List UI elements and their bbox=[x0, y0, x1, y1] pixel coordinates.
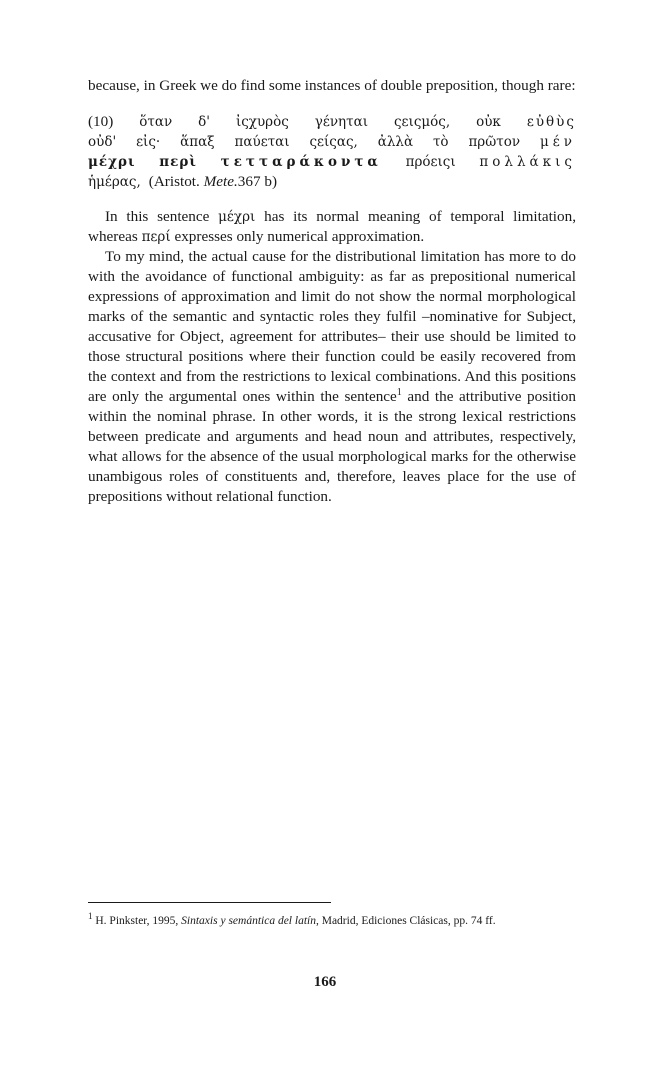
greek-word: πρῶτον bbox=[468, 134, 521, 150]
citation-prefix: (Aristot. bbox=[148, 173, 200, 190]
greek-word-bold: τετταράκοντα bbox=[220, 154, 382, 170]
para2-text: To my mind, the actual cause for the distributional limitation has more to do with the avoidance of functional ambiguity: as far as prepositional numerical expressions of approximation and limit do not show the normal morphological marks of the semantic and syntactic roles they fulfil –nominative for Subject, accusative for Object, agreement for attributes– their use should be limited to those structural positions where their function could be easily recovered from the context and from the restrictions to lexical combinations. And this positions are only the argumental ones within the sentence bbox=[88, 248, 576, 405]
greek-word-bold: μέχρι bbox=[88, 154, 136, 170]
example-line-1 bbox=[88, 112, 576, 132]
paragraph-2 bbox=[88, 247, 576, 507]
example-line-2 bbox=[88, 132, 576, 152]
footnote bbox=[88, 912, 576, 931]
para1-text: expresses only numerical approximation. bbox=[174, 228, 425, 245]
para2-text: and the attributive position within the nominal phrase. In other words, it is the strong lexical restrictions between predicate and arguments and head noun and attributes, respectively, what allows for the absence of the usual morphological marks for the otherwise unambigous roles of constituents and, therefore, leaves place for the use of prepositions without relational function. bbox=[88, 388, 576, 505]
greek-inline: περί bbox=[141, 229, 171, 245]
example-number: (10) bbox=[88, 113, 114, 130]
greek-word-bold: περὶ bbox=[159, 154, 197, 170]
citation-suffix: 367 b) bbox=[237, 173, 277, 190]
greek-word: πολλάκις bbox=[479, 154, 576, 170]
citation-work: Mete. bbox=[203, 173, 238, 190]
footnote-mark: 1 bbox=[88, 911, 93, 922]
para1-text: has its normal meaning of temporal limitation, whereas bbox=[88, 208, 577, 245]
paragraph-1 bbox=[88, 207, 576, 247]
greek-word: οὐδ' bbox=[88, 134, 117, 150]
greek-word: τὸ bbox=[432, 134, 449, 150]
greek-word: ὅταν bbox=[139, 114, 173, 130]
greek-word: γένηται bbox=[314, 114, 369, 130]
greek-word: ἰςχυρὸς bbox=[235, 114, 289, 130]
example-line-3 bbox=[88, 152, 576, 172]
greek-example bbox=[88, 112, 576, 192]
footnote-rest: , Madrid, Ediciones Clásicas, pp. 74 ff. bbox=[315, 915, 496, 927]
footnote-reference[interactable]: 1 bbox=[396, 386, 402, 398]
greek-word: εὐθὺς bbox=[526, 114, 576, 130]
greek-word: πρόειςι bbox=[405, 154, 456, 170]
page-number: 166 bbox=[313, 974, 337, 990]
example-line-4 bbox=[88, 172, 576, 192]
greek-word: δ' bbox=[198, 114, 210, 130]
greek-word: παύεται bbox=[234, 134, 290, 150]
page-body bbox=[88, 76, 576, 507]
greek-word: ἅπαξ bbox=[180, 134, 215, 150]
footnote-author: H. Pinkster, 1995, bbox=[95, 915, 179, 927]
footnote-divider bbox=[88, 902, 331, 903]
greek-word: εἰς· bbox=[136, 134, 161, 150]
greek-word: ςειςμός, bbox=[393, 114, 451, 130]
footnote-title: Sintaxis y semántica del latín bbox=[181, 915, 316, 927]
greek-word: ἡμέρας, bbox=[88, 174, 141, 190]
greek-word: ἀλλὰ bbox=[377, 134, 414, 150]
para1-text: In this sentence bbox=[105, 208, 210, 225]
greek-inline: μέχρι bbox=[218, 209, 256, 225]
greek-word: οὐκ bbox=[476, 114, 501, 130]
greek-word: ςείςας, bbox=[309, 134, 358, 150]
citation bbox=[149, 172, 277, 192]
greek-word: μέν bbox=[539, 134, 576, 150]
intro-paragraph: because, in Greek we do find some instances of double preposition, though rare: bbox=[88, 77, 576, 94]
